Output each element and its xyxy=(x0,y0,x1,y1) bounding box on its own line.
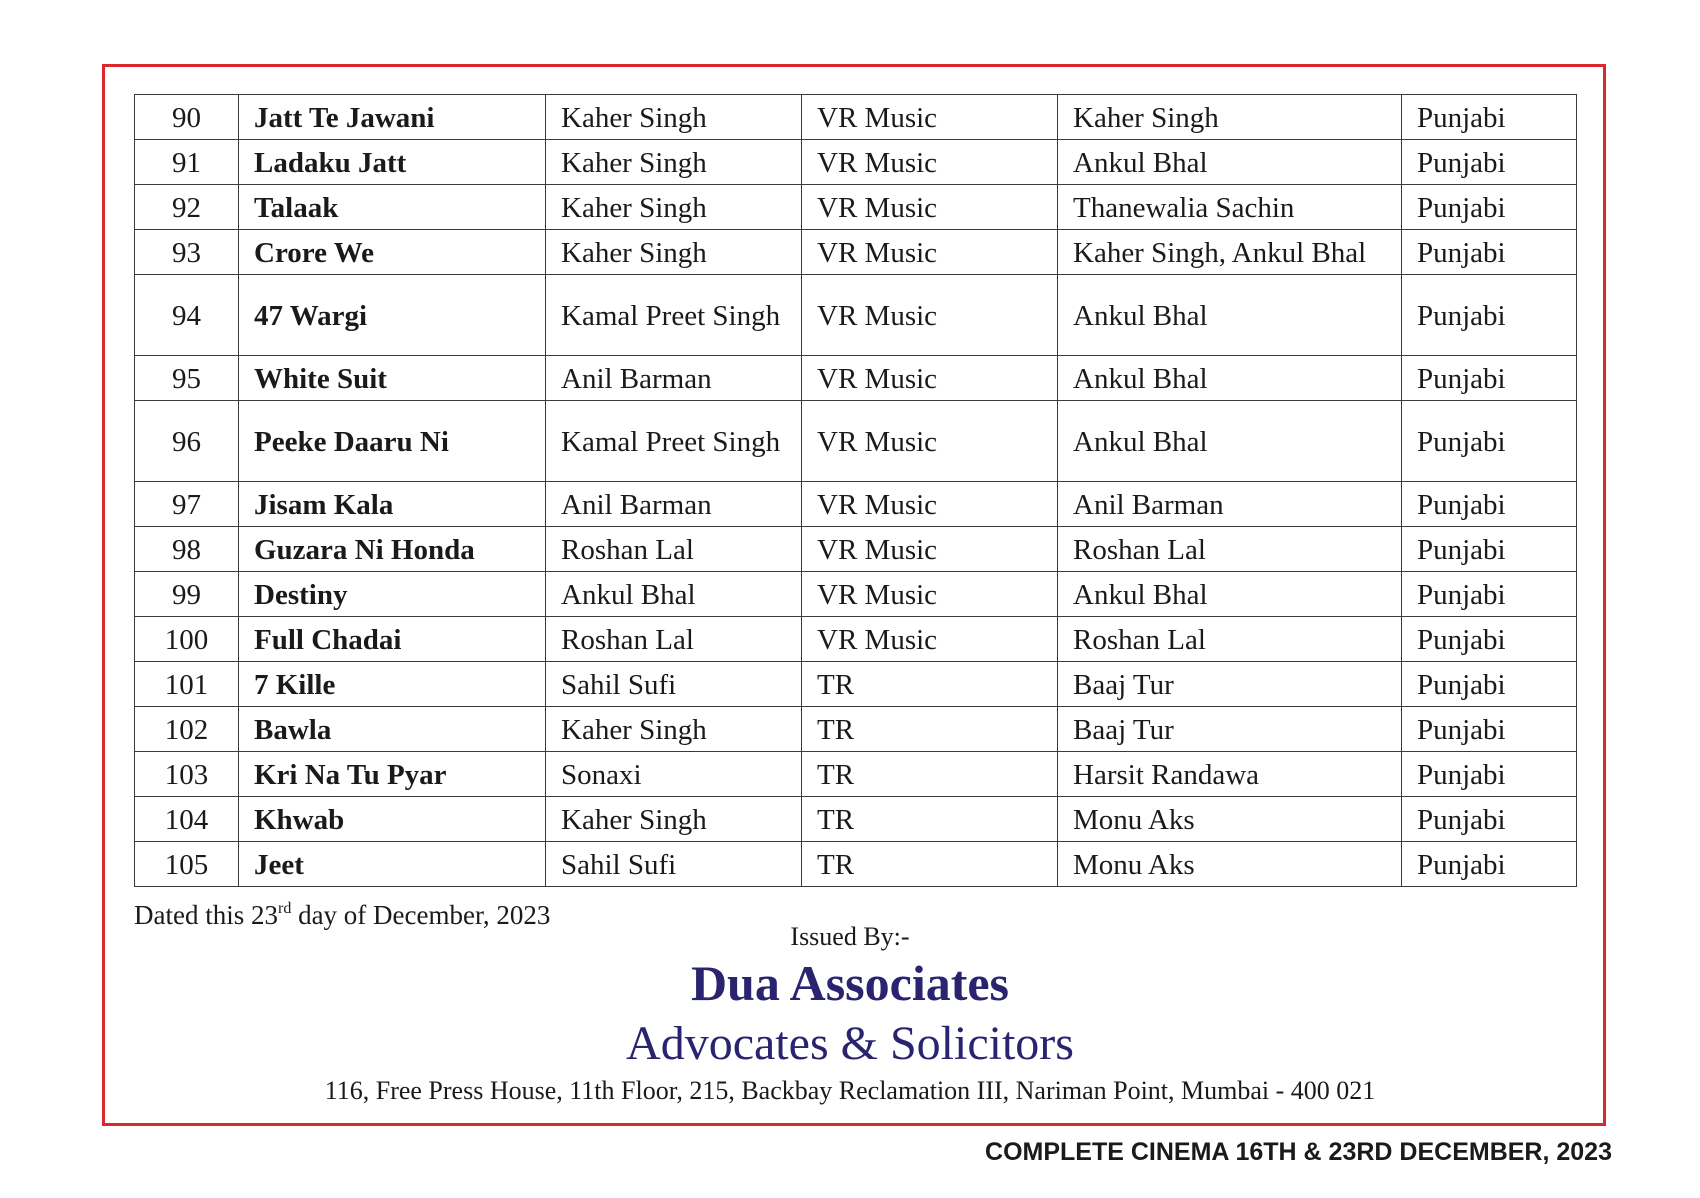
language-cell: Punjabi xyxy=(1402,482,1577,527)
publication-footer: COMPLETE CINEMA 16TH & 23RD DECEMBER, 2023 xyxy=(985,1138,1612,1166)
row-number: 92 xyxy=(135,185,239,230)
row-number: 103 xyxy=(135,752,239,797)
credit-cell: Monu Aks xyxy=(1058,842,1402,887)
language-cell: Punjabi xyxy=(1402,356,1577,401)
table-row xyxy=(135,482,1577,527)
songs-table xyxy=(134,94,1577,887)
table-row xyxy=(135,140,1577,185)
language-cell: Punjabi xyxy=(1402,95,1577,140)
singer-cell: Kaher Singh xyxy=(546,707,802,752)
dated-prefix: Dated this 23 xyxy=(134,900,278,930)
credit-cell: Roshan Lal xyxy=(1058,527,1402,572)
song-title: 7 Kille xyxy=(239,662,546,707)
firm-address: 116, Free Press House, 11th Floor, 215, Backbay Reclamation III, Nariman Point, Mumbai - 400 021 xyxy=(324,1076,1376,1105)
table-row xyxy=(135,275,1577,356)
row-number: 100 xyxy=(135,617,239,662)
issued-by-label: Issued By:- xyxy=(790,922,910,951)
credit-cell: Kaher Singh, Ankul Bhal xyxy=(1058,230,1402,275)
song-title: Kri Na Tu Pyar xyxy=(239,752,546,797)
row-number: 96 xyxy=(135,401,239,482)
language-cell: Punjabi xyxy=(1402,662,1577,707)
label-cell: VR Music xyxy=(802,356,1058,401)
language-cell: Punjabi xyxy=(1402,401,1577,482)
label-cell: TR xyxy=(802,842,1058,887)
table-row xyxy=(135,617,1577,662)
song-title: Ladaku Jatt xyxy=(239,140,546,185)
song-title: 47 Wargi xyxy=(239,275,546,356)
credit-cell: Ankul Bhal xyxy=(1058,572,1402,617)
table-row xyxy=(135,356,1577,401)
credit-cell: Thanewalia Sachin xyxy=(1058,185,1402,230)
credit-cell: Kaher Singh xyxy=(1058,95,1402,140)
row-number: 91 xyxy=(135,140,239,185)
row-number: 97 xyxy=(135,482,239,527)
dated-superscript: rd xyxy=(277,900,292,917)
table-row xyxy=(135,707,1577,752)
song-title: Peeke Daaru Ni xyxy=(239,401,546,482)
singer-cell: Kaher Singh xyxy=(546,230,802,275)
singer-cell: Kaher Singh xyxy=(546,95,802,140)
singer-cell: Ankul Bhal xyxy=(546,572,802,617)
table-row xyxy=(135,401,1577,482)
table-row xyxy=(135,230,1577,275)
language-cell: Punjabi xyxy=(1402,140,1577,185)
song-title: Crore We xyxy=(239,230,546,275)
row-number: 93 xyxy=(135,230,239,275)
singer-cell: Roshan Lal xyxy=(546,617,802,662)
language-cell: Punjabi xyxy=(1402,527,1577,572)
credit-cell: Monu Aks xyxy=(1058,797,1402,842)
language-cell: Punjabi xyxy=(1402,752,1577,797)
language-cell: Punjabi xyxy=(1402,842,1577,887)
credit-cell: Anil Barman xyxy=(1058,482,1402,527)
table-row xyxy=(135,185,1577,230)
credit-cell: Baaj Tur xyxy=(1058,662,1402,707)
singer-cell: Roshan Lal xyxy=(546,527,802,572)
label-cell: VR Music xyxy=(802,140,1058,185)
row-number: 102 xyxy=(135,707,239,752)
label-cell: VR Music xyxy=(802,230,1058,275)
song-title: Khwab xyxy=(239,797,546,842)
credit-cell: Baaj Tur xyxy=(1058,707,1402,752)
row-number: 105 xyxy=(135,842,239,887)
language-cell: Punjabi xyxy=(1402,797,1577,842)
label-cell: TR xyxy=(802,662,1058,707)
label-cell: VR Music xyxy=(802,527,1058,572)
table-row xyxy=(135,572,1577,617)
label-cell: TR xyxy=(802,752,1058,797)
label-cell: VR Music xyxy=(802,95,1058,140)
language-cell: Punjabi xyxy=(1402,230,1577,275)
row-number: 98 xyxy=(135,527,239,572)
song-title: Jisam Kala xyxy=(239,482,546,527)
credit-cell: Harsit Randawa xyxy=(1058,752,1402,797)
singer-cell: Anil Barman xyxy=(546,482,802,527)
song-title: Jeet xyxy=(239,842,546,887)
language-cell: Punjabi xyxy=(1402,275,1577,356)
table-row xyxy=(135,527,1577,572)
label-cell: VR Music xyxy=(802,185,1058,230)
row-number: 101 xyxy=(135,662,239,707)
dated-suffix: day of December, 2023 xyxy=(291,900,551,930)
singer-cell: Kaher Singh xyxy=(546,797,802,842)
singer-cell: Kamal Preet Singh xyxy=(546,275,802,356)
language-cell: Punjabi xyxy=(1402,707,1577,752)
singer-cell: Kaher Singh xyxy=(546,140,802,185)
label-cell: VR Music xyxy=(802,482,1058,527)
firm-name: Dua Associates xyxy=(690,955,1010,1011)
singer-cell: Kaher Singh xyxy=(546,185,802,230)
song-title: Bawla xyxy=(239,707,546,752)
table-row xyxy=(135,662,1577,707)
credit-cell: Ankul Bhal xyxy=(1058,356,1402,401)
credit-cell: Roshan Lal xyxy=(1058,617,1402,662)
label-cell: VR Music xyxy=(802,275,1058,356)
table-row xyxy=(135,842,1577,887)
row-number: 90 xyxy=(135,95,239,140)
firm-subtitle: Advocates & Solicitors xyxy=(626,1017,1074,1070)
credit-cell: Ankul Bhal xyxy=(1058,140,1402,185)
singer-cell: Kamal Preet Singh xyxy=(546,401,802,482)
label-cell: TR xyxy=(802,707,1058,752)
song-title: White Suit xyxy=(239,356,546,401)
singer-cell: Sahil Sufi xyxy=(546,842,802,887)
row-number: 99 xyxy=(135,572,239,617)
label-cell: TR xyxy=(802,797,1058,842)
language-cell: Punjabi xyxy=(1402,572,1577,617)
language-cell: Punjabi xyxy=(1402,617,1577,662)
singer-cell: Anil Barman xyxy=(546,356,802,401)
song-title: Talaak xyxy=(239,185,546,230)
table-row xyxy=(135,797,1577,842)
label-cell: VR Music xyxy=(802,572,1058,617)
language-cell: Punjabi xyxy=(1402,185,1577,230)
song-title: Jatt Te Jawani xyxy=(239,95,546,140)
singer-cell: Sonaxi xyxy=(546,752,802,797)
label-cell: VR Music xyxy=(802,617,1058,662)
song-title: Guzara Ni Honda xyxy=(239,527,546,572)
songs-table-body xyxy=(135,95,1577,887)
table-row xyxy=(135,752,1577,797)
row-number: 104 xyxy=(135,797,239,842)
label-cell: VR Music xyxy=(802,401,1058,482)
credit-cell: Ankul Bhal xyxy=(1058,401,1402,482)
song-title: Full Chadai xyxy=(239,617,546,662)
song-title: Destiny xyxy=(239,572,546,617)
row-number: 95 xyxy=(135,356,239,401)
singer-cell: Sahil Sufi xyxy=(546,662,802,707)
table-row xyxy=(135,95,1577,140)
row-number: 94 xyxy=(135,275,239,356)
credit-cell: Ankul Bhal xyxy=(1058,275,1402,356)
